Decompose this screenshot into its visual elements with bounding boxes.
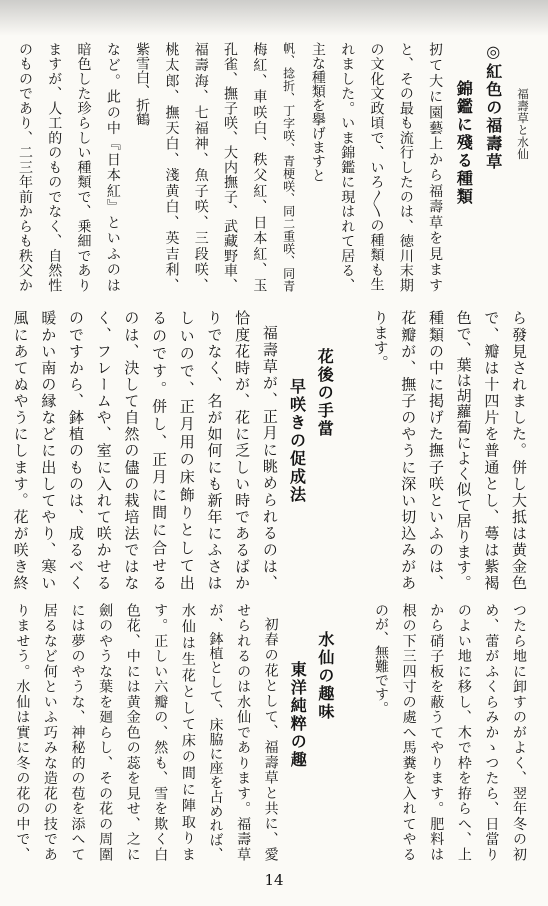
tier-bottom	[7, 603, 532, 861]
text-column: が、鉢植として、床脇に座を占めれば、	[207, 603, 224, 861]
variety-list-column: 帆、捻折、丁字咲、青梗咲、同二重咲、同青	[281, 42, 296, 292]
section-subheading: 早咲きの促成法	[287, 378, 307, 504]
text-column: 色花、中には黄金色の蕊を見せ、之に	[124, 603, 141, 861]
section-subheading: 錦鑑に殘る種類	[454, 80, 474, 206]
text-column: りでなく、名が如何にも新年にふさは	[205, 310, 224, 590]
text-column: ますが、人工的のものでなく、自然性	[46, 42, 63, 292]
text-column: 色で、葉は胡蘿蔔によく似て居ります。	[454, 310, 473, 590]
text-column: ら發見されました。併し大抵は黄金色	[510, 310, 528, 590]
tier-top	[9, 42, 537, 292]
variety-list-column: 桃太郎、撫天白、淺黄白、英吉利、	[163, 42, 180, 292]
text-column: 風にあてぬやうにします。花が咲き終	[11, 310, 30, 590]
tier-middle	[5, 310, 532, 590]
text-column: く、フレームや、室に入れて咲かせる	[94, 310, 113, 590]
text-column: りませう。水仙は實に冬の花の中で、	[14, 603, 31, 861]
text-column: のですから、鉢植のものは、成るべく	[67, 310, 85, 590]
text-column: で、瓣は十四片を普通とし、蕚は紫褐	[482, 310, 501, 590]
text-column: 暖かい南の縁などに出してやり、寒い	[39, 310, 58, 590]
text-column: す。正しい六瓣の、然も、雪を欺く白	[152, 603, 169, 861]
text-column: 水仙は生花として床の間に陣取りま	[179, 603, 196, 861]
section-subheading: 東洋純粹の趣	[288, 661, 308, 769]
variety-list-column: 孔雀、撫子咲、大内撫子、武藏野車、	[222, 42, 239, 292]
text-column: せられるのは水仙であります。福壽草	[235, 603, 252, 861]
text-column: 恰度花時が、花に乏しい時であるばか	[233, 310, 252, 590]
text-column: と、その最も流行したのは、徳川末期	[397, 42, 414, 292]
text-column: るのです。併し、正月に間に合せる	[150, 310, 169, 590]
text-column: 扨て大に園藝上から福壽草を見ます	[427, 42, 444, 292]
text-column: しいので、正月用の床飾りとして出	[177, 310, 196, 590]
section-heading: 花後の手當	[315, 348, 335, 438]
text-column: ります。	[371, 310, 390, 370]
text-column: 根の下三四寸の處へ馬糞を入れてやる	[400, 603, 417, 861]
text-column: のが、無難です。	[373, 603, 390, 715]
text-column: 劍のやうな葉を廻らし、その花の周圍	[97, 603, 114, 861]
text-column: つたら地に卸すのがよく、翌年冬の初	[511, 603, 527, 861]
page-number: 14	[264, 871, 284, 889]
text-column: め、蕾がふくらみかゝつたら、日當り	[483, 603, 500, 861]
text-column: 暗色した珍らしい種類で、乗細であり	[75, 42, 92, 292]
text-column: 居るなど何といふ巧みな造花の技であ	[41, 603, 58, 861]
text-column: 主な種類を擧げますと	[309, 42, 326, 182]
variety-list-column: 梅紅、車咲白、秩父紅、日本紅、玉	[251, 42, 268, 292]
section-heading: 水仙の趣味	[315, 631, 335, 721]
text-column: 初春の花として、福壽草と共に、愛	[262, 617, 279, 861]
text-column: など。此の中『日本紅』といふのは	[104, 42, 121, 292]
scan-noise	[0, 0, 548, 36]
text-column: のは、決して自然の儘の栽培法ではな	[122, 310, 141, 590]
text-column: から硝子板を蔽うてやります。肥料は	[428, 603, 445, 861]
text-column: 種類の中に掲げた撫子咲といふのは、	[426, 310, 445, 590]
text-column: れました。いま錦鑑に現はれて居る、	[339, 42, 356, 292]
text-column: のよい地に移し、木で枠を拵らへ、上	[455, 603, 472, 861]
section-heading: ◎紅色の福壽草	[483, 42, 503, 171]
variety-list-column: 福壽海、七福神、魚子咲、三段咲、	[192, 42, 209, 292]
text-column: の文化文政頃で、いろ〳〵の種類も生	[368, 42, 385, 292]
text-column: には夢のやうな、神秘的の苞を添へて	[69, 603, 86, 861]
text-column: 花瓣が、撫子のやうに深い切込みがあ	[399, 310, 418, 590]
text-column: のものであり、二三年前からも秩父か	[16, 42, 33, 292]
running-header: 福壽草と水仙	[516, 88, 530, 160]
blank-column	[339, 603, 367, 861]
variety-list-column: 紫雪白、折鶴	[134, 42, 151, 126]
text-column: 福壽草が、正月に眺められるのは、	[260, 325, 279, 590]
blank-column	[338, 310, 366, 590]
